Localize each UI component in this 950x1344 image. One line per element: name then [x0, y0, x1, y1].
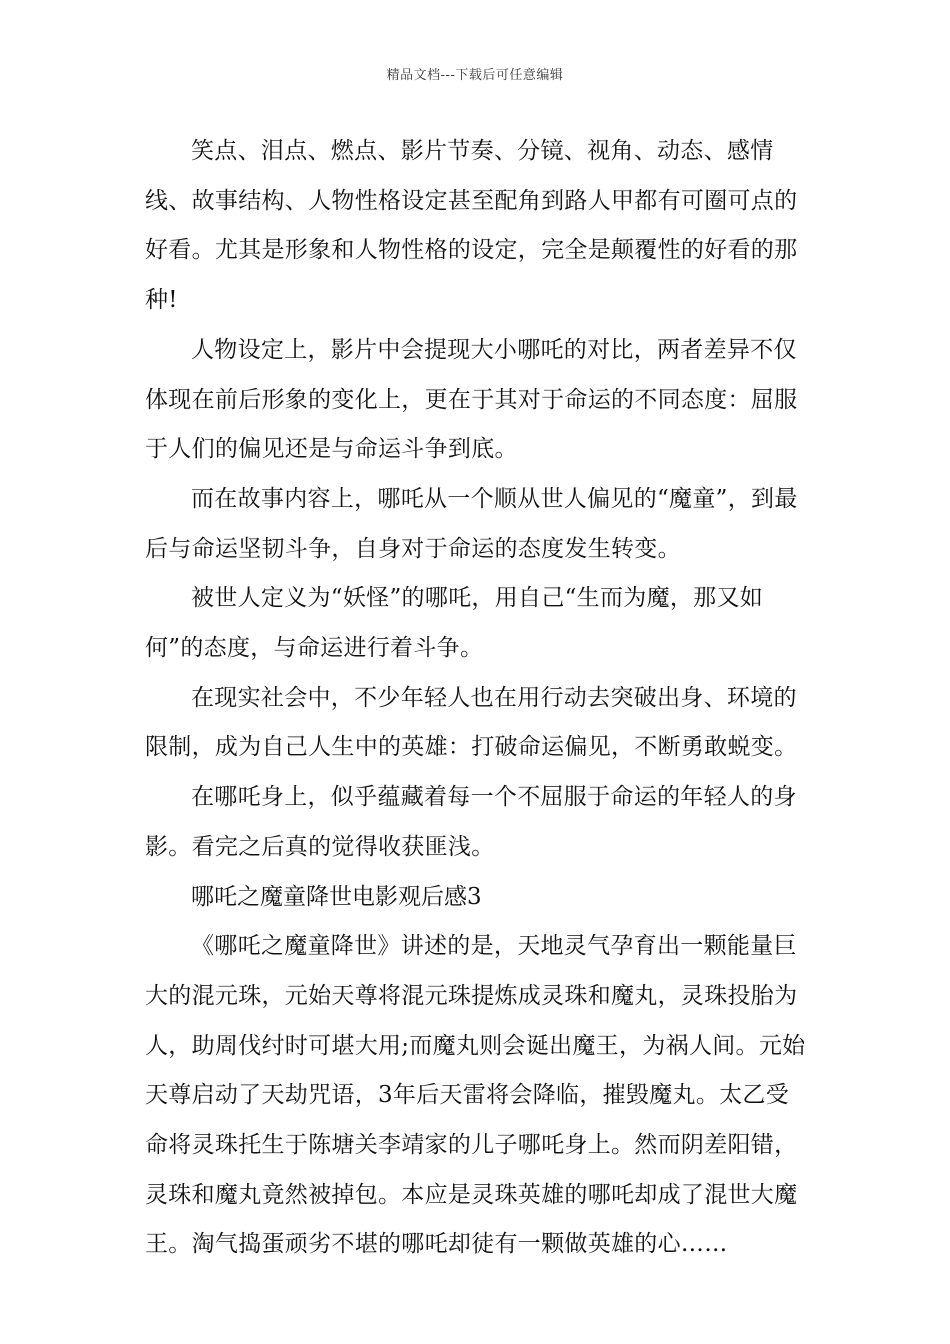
paragraph-4: 被世人定义为“妖怪”的哪吒，用自己“生而为魔，那又如何”的态度，与命运进行着斗争。 — [145, 585, 764, 662]
paragraph-7: 《哪吒之魔童降世》讲述的是，天地灵气孕育出一颗能量巨大的混元珠，元始天尊将混元珠提炼成灵珠和魔丸，灵珠投胎为人，助周伐纣时可堪大用;而魔丸则会诞出魔王，为祸人间。元始天尊启动了天劫咒语，3年后天雷将会降临，摧毁魔丸。太乙受命将灵珠托生于陈塘关李靖家的儿子哪吒身上。然而阴差阳错，灵珠和魔丸竟然被掉包。本应是灵珠英雄的哪吒却成了混世大魔王。淘气捣蛋顽劣不堪的哪吒却徒有一颗做英雄的心…… — [145, 933, 806, 1258]
paragraph-5: 在现实社会中，不少年轻人也在用行动去突破出身、环境的限制，成为自己人生中的英雄：打破命运偏见，不断勇敢蜕变。 — [145, 684, 798, 761]
section-heading: 哪吒之魔童降世电影观后感3 — [191, 883, 482, 910]
paragraph-1: 笑点、泪点、燃点、影片节奏、分镜、视角、动态、感情线、故事结构、人物性格设定甚至配角到路人甲都有可圈可点的好看。尤其是形象和人物性格的设定，完全是颠覆性的好看的那种! — [145, 138, 798, 314]
paragraph-3: 而在故事内容上，哪吒从一个顺从世人偏见的“魔童”，到最后与命运坚韧斗争，自身对于命运的态度发生转变。 — [145, 485, 798, 562]
paragraph-6: 在哪吒身上，似乎蕴藏着每一个不屈服于命运的年轻人的身影。看完之后真的觉得收获匪浅。 — [145, 784, 797, 860]
page-header: 精品文档---下载后可任意编辑 — [386, 68, 564, 83]
paragraph-2: 人物设定上，影片中会提现大小哪吒的对比，两者差异不仅体现在前后形象的变化上，更在于其对于命运的不同态度：屈服于人们的偏见还是与命运斗争到底。 — [145, 336, 798, 463]
document-body — [145, 127, 809, 1270]
